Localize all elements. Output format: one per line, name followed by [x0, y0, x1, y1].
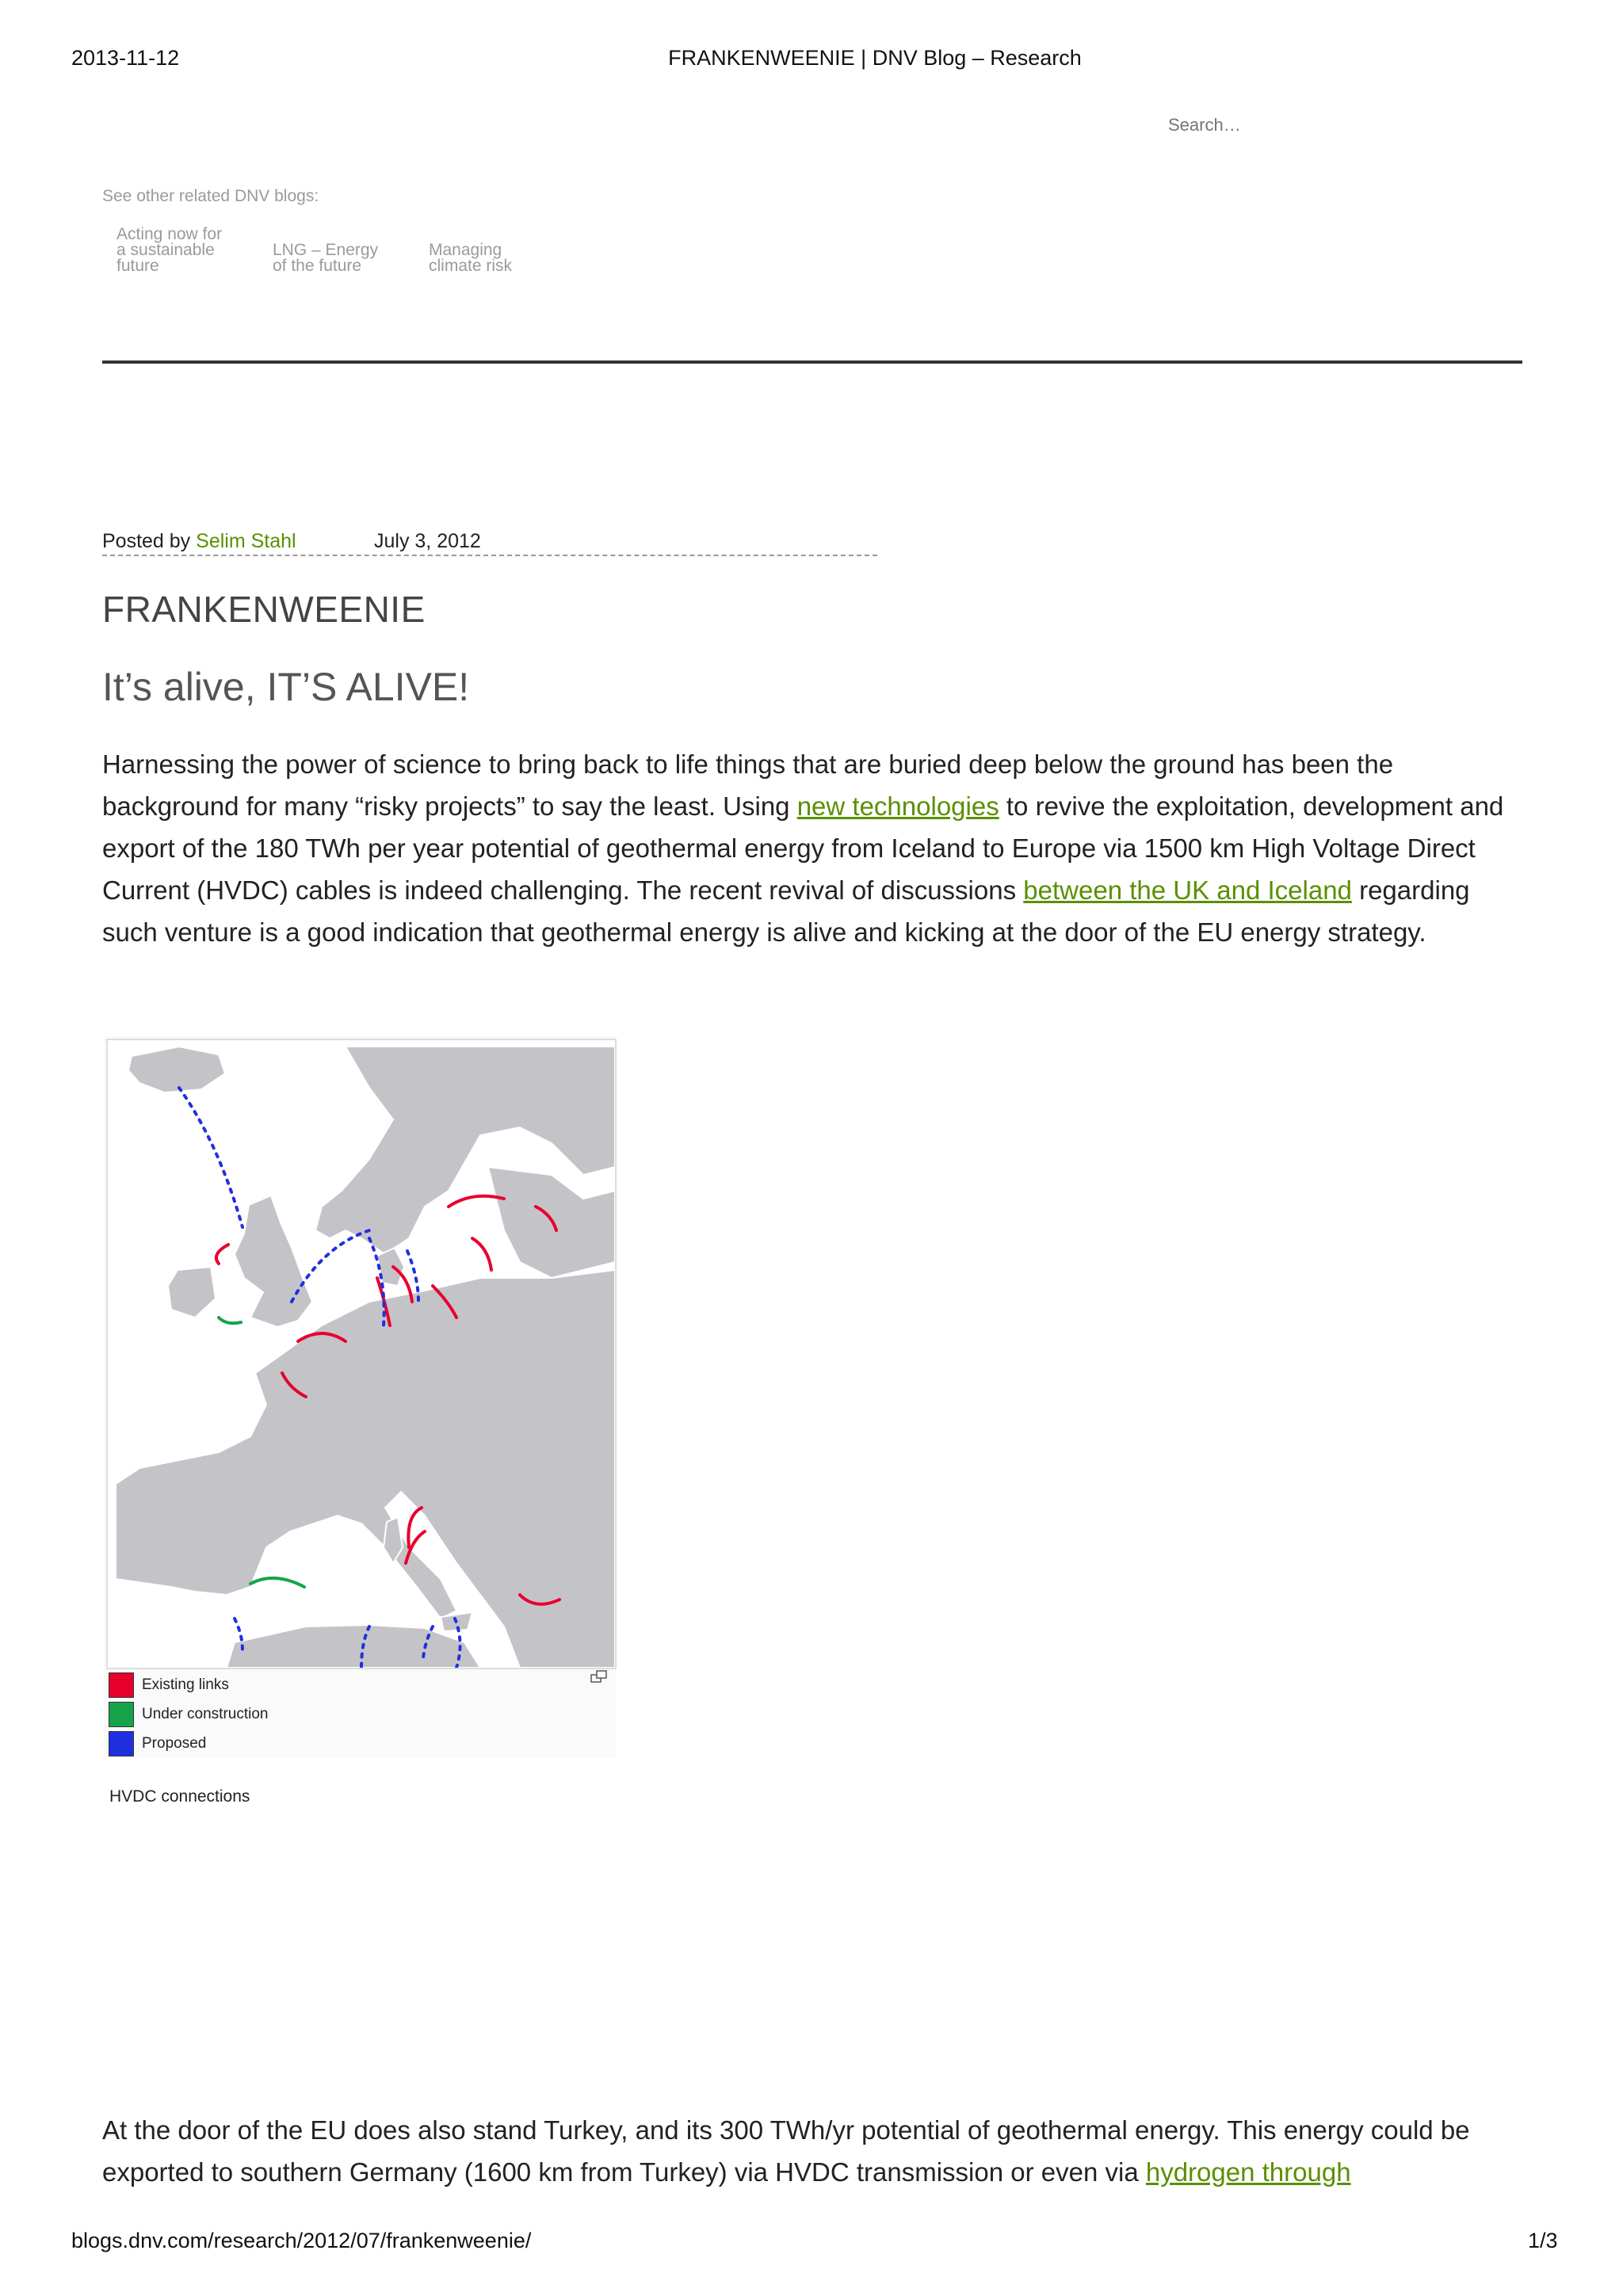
- legend-swatch-red: [109, 1672, 134, 1698]
- legend-label: Existing links: [142, 1676, 229, 1693]
- hydrogen-link[interactable]: hydrogen through: [1145, 2157, 1351, 2187]
- related-blogs-heading: See other related DNV blogs:: [102, 187, 319, 205]
- paragraph-text: to revive the exploitation, development and export of the 180 TWh per year potential of geothermal energy from Iceland to Europe via 1500 km High Voltage Direct Current (HVDC) cables is indeed challenging. The recent revival of discussions: [102, 791, 1504, 905]
- paragraph-text: regarding such venture is a good indication that geothermal energy is alive and kicking at the door of the EU energy strategy.: [102, 875, 1470, 947]
- post-subtitle: It’s alive, IT’S ALIVE!: [102, 665, 470, 709]
- meta-divider: [102, 555, 877, 556]
- print-page-title: FRANKENWEENIE | DNV Blog – Research: [668, 46, 1082, 70]
- post-paragraph-2: [102, 2109, 1529, 2193]
- post-title: FRANKENWEENIE: [102, 589, 426, 630]
- related-blog-link-lng[interactable]: LNG – Energy of the future: [273, 241, 379, 275]
- legend-label: Under construction: [142, 1705, 269, 1722]
- legend-item-existing: [109, 1670, 268, 1699]
- legend-label: Proposed: [142, 1734, 207, 1752]
- enlarge-icon[interactable]: [590, 1670, 608, 1683]
- post-meta: [102, 530, 296, 553]
- related-blog-link-climate[interactable]: Managing climate risk: [429, 241, 513, 275]
- hvdc-map-image[interactable]: [106, 1039, 617, 1669]
- hvdc-map-figure: [104, 1036, 616, 1758]
- post-date: July 3, 2012: [374, 530, 481, 552]
- uk-iceland-link[interactable]: between the UK and Iceland: [1023, 875, 1352, 905]
- legend-item-construction: [109, 1699, 268, 1729]
- header-divider: [102, 360, 1522, 364]
- print-date: 2013-11-12: [71, 46, 180, 70]
- figure-caption: HVDC connections: [109, 1787, 250, 1806]
- posted-by-label: Posted by: [102, 530, 191, 552]
- legend-swatch-green: [109, 1702, 134, 1727]
- paragraph-text: At the door of the EU does also stand Turkey, and its 300 TWh/yr potential of geothermal energy. This energy could be exported to southern Germany (1600 km from Turkey) via HVDC transmission or even via: [102, 2115, 1470, 2187]
- paragraph-text: Harnessing the power of science to bring back to life things that are buried deep below the ground has been the background for many “risky projects” to say the least. Using: [102, 749, 1394, 821]
- legend-swatch-blue: [109, 1731, 134, 1756]
- map-legend: [109, 1670, 268, 1758]
- print-page-number: 1/3: [1528, 2229, 1558, 2252]
- search-input[interactable]: [1168, 115, 1396, 135]
- new-technologies-link[interactable]: new technologies: [796, 791, 999, 821]
- legend-item-proposed: [109, 1729, 268, 1758]
- print-footer-url: blogs.dnv.com/research/2012/07/frankenweenie/: [71, 2229, 532, 2252]
- author-link[interactable]: Selim Stahl: [196, 530, 296, 552]
- post-paragraph-1: [102, 743, 1529, 953]
- related-blog-link-sustainable[interactable]: Acting now for a sustainable future: [116, 225, 223, 275]
